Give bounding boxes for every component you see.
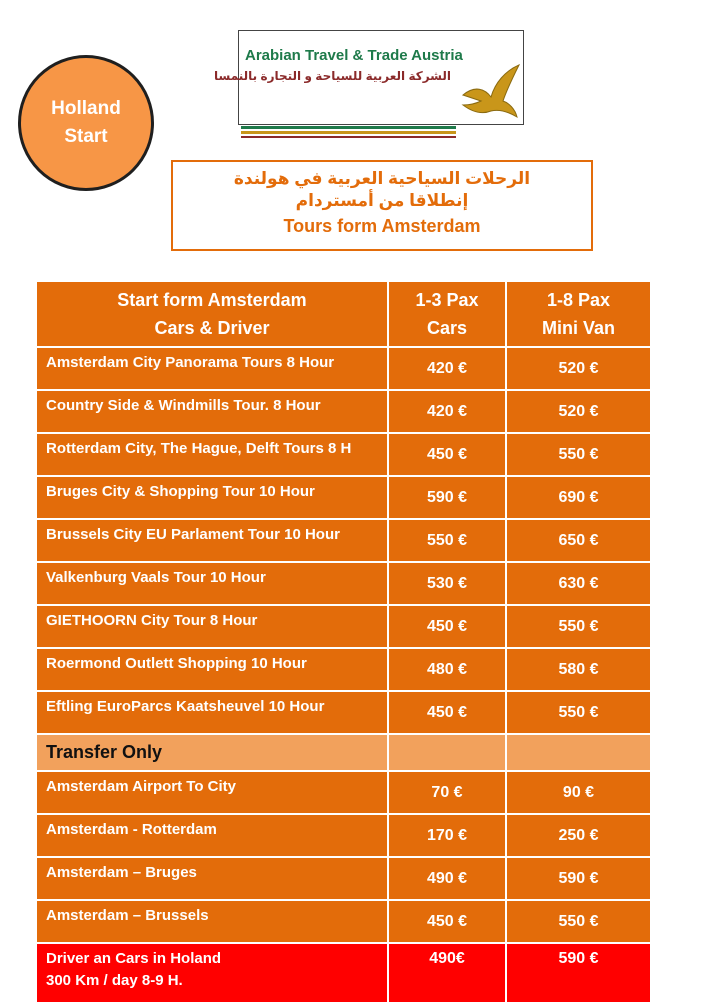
tour-name: Rotterdam City, The Hague, Delft Tours 8 H (36, 433, 388, 476)
price-cars: 550 € (388, 519, 506, 562)
transfer-name: Amsterdam - Rotterdam (36, 814, 388, 857)
table-row (36, 648, 651, 691)
logo-stripes (241, 126, 461, 140)
price-van: 250 € (506, 814, 651, 857)
header-cars-line-1: 1-3 Pax (415, 290, 479, 310)
price-van: 520 € (506, 347, 651, 390)
transfer-name: Amsterdam Airport To City (36, 771, 388, 814)
price-van: 590 € (506, 943, 651, 1003)
table-row (36, 390, 651, 433)
price-van: 90 € (506, 771, 651, 814)
falcon-icon (457, 61, 521, 123)
driver-line-1: Driver an Cars in Holand (46, 950, 222, 967)
price-cars: 420 € (388, 347, 506, 390)
price-van: 550 € (506, 605, 651, 648)
tour-name: Eftling EuroParcs Kaatsheuvel 10 Hour (36, 691, 388, 734)
price-van: 550 € (506, 900, 651, 943)
header-tour-line-2: Cars & Driver (154, 318, 270, 338)
table-row (36, 347, 651, 390)
heading-arabic-line-1: الرحلات السياحية العربية في هولندة (233, 169, 531, 188)
tour-name: Country Side & Windmills Tour. 8 Hour (36, 390, 388, 433)
table-row (36, 771, 651, 814)
empty-cell (506, 734, 651, 771)
price-cars: 420 € (388, 390, 506, 433)
table-row (36, 900, 651, 943)
price-cars: 450 € (388, 433, 506, 476)
table-header-row (36, 281, 651, 347)
price-cars: 450 € (388, 900, 506, 943)
price-cars: 170 € (388, 814, 506, 857)
transfer-section-title: Transfer Only (36, 734, 388, 771)
table-row (36, 519, 651, 562)
tour-name: GIETHOORN City Tour 8 Hour (36, 605, 388, 648)
transfer-section-row (36, 734, 651, 771)
price-van: 580 € (506, 648, 651, 691)
transfer-name: Amsterdam – Brussels (36, 900, 388, 943)
price-van: 520 € (506, 390, 651, 433)
driver-row (36, 943, 651, 1003)
table-row (36, 476, 651, 519)
price-van: 550 € (506, 691, 651, 734)
price-cars: 480 € (388, 648, 506, 691)
price-van: 590 € (506, 857, 651, 900)
transfer-name: Amsterdam – Bruges (36, 857, 388, 900)
price-van: 550 € (506, 433, 651, 476)
table-row (36, 814, 651, 857)
table-row (36, 605, 651, 648)
price-cars: 490€ (388, 943, 506, 1003)
tour-name: Brussels City EU Parlament Tour 10 Hour (36, 519, 388, 562)
price-cars: 490 € (388, 857, 506, 900)
empty-cell (388, 734, 506, 771)
badge-line-2: Start (64, 126, 108, 147)
tour-name: Amsterdam City Panorama Tours 8 Hour (36, 347, 388, 390)
table-row (36, 433, 651, 476)
driver-line-2: 300 Km / day 8-9 H. (46, 972, 183, 989)
tour-name: Valkenburg Vaals Tour 10 Hour (36, 562, 388, 605)
holland-start-badge (18, 55, 154, 191)
driver-description (36, 943, 388, 1003)
heading-english: Tours form Amsterdam (283, 216, 481, 236)
price-cars: 530 € (388, 562, 506, 605)
price-table (35, 280, 652, 1004)
badge-line-1: Holland (51, 98, 121, 119)
table-row (36, 691, 651, 734)
header-tour (36, 281, 388, 347)
price-cars: 450 € (388, 605, 506, 648)
tour-name: Bruges City & Shopping Tour 10 Hour (36, 476, 388, 519)
tour-name: Roermond Outlett Shopping 10 Hour (36, 648, 388, 691)
header-van-line-1: 1-8 Pax (546, 290, 611, 310)
logo-title: Arabian Travel & Trade Austria (245, 47, 463, 64)
price-van: 650 € (506, 519, 651, 562)
price-van: 630 € (506, 562, 651, 605)
price-cars: 70 € (388, 771, 506, 814)
table-row (36, 562, 651, 605)
price-cars: 590 € (388, 476, 506, 519)
price-cars: 450 € (388, 691, 506, 734)
company-logo (213, 30, 524, 125)
header-cars-line-2: Cars (426, 318, 468, 338)
header-van (506, 281, 651, 347)
header-cars (388, 281, 506, 347)
header-van-line-2: Mini Van (541, 318, 615, 338)
heading-arabic-line-2: إنطلاقا من أمستردام (295, 191, 469, 210)
header-tour-line-1: Start form Amsterdam (117, 290, 307, 310)
logo-arabic-name: الشركة العربية للسياحة و التجارة بالنمسا (213, 69, 451, 83)
table-row (36, 857, 651, 900)
page-heading (171, 160, 593, 251)
price-van: 690 € (506, 476, 651, 519)
